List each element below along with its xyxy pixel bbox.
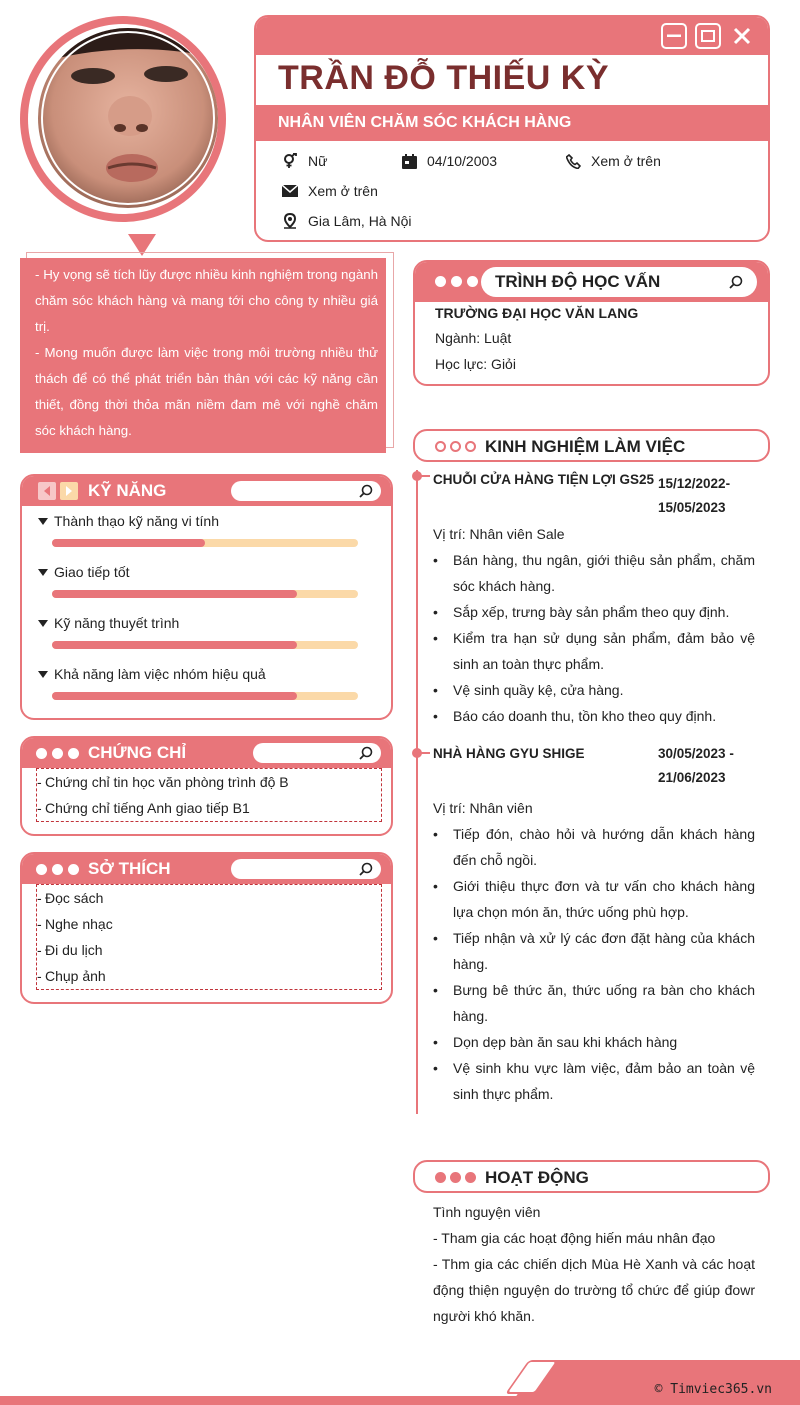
footer-brand: © Timviec365.vn [654,1382,772,1397]
email-icon [282,185,298,197]
skill-item: Giao tiếp tốt [38,564,130,580]
skill-bar [52,539,358,547]
location-icon [282,213,298,229]
job-task: • Dọn dẹp bàn ăn sau khi khách hàng [433,1029,755,1055]
phone-icon [566,154,581,169]
certificates-list [36,768,382,822]
list-item: - Chụp ảnh [37,963,381,989]
skill-item: Khả năng làm việc nhóm hiệu quả [38,666,266,682]
phone-info [566,153,661,169]
list-item: - Nghe nhạc [37,911,381,937]
skill-bar [52,641,358,649]
email-value: Xem ở trên [308,183,378,199]
hobbies-title: SỞ THÍCH [88,859,171,878]
experience-header [413,429,770,462]
gender-icon [282,153,298,169]
footer-band [0,1396,800,1405]
job-task: • Báo cáo doanh thu, tồn kho theo quy định. [433,703,755,729]
maximize-icon[interactable] [695,23,721,49]
activities-content [433,1199,755,1329]
skills-title: KỸ NĂNG [88,481,167,500]
job-task: • Tiếp đón, chào hỏi và hướng dẫn khách hàng đến chỗ ngồi. [433,821,755,873]
header-card [254,15,770,242]
job-task: • Giới thiệu thực đơn và tư vấn cho khách hàng lựa chọn món ăn, thức uống phù hợp. [433,873,755,925]
job-dates: 30/05/2023 - 21/06/2023 [658,746,734,785]
objective-line-1: - Hy vọng sẽ tích lũy được nhiều kinh nghiệm trong ngành chăm sóc khách hàng và mang tới cho công ty nhiều giá trị. [35,267,378,334]
certificates-search[interactable] [253,743,381,763]
certificates-box [20,736,393,836]
activities-title: HOẠT ĐỘNG [485,1168,589,1187]
gender-value: Nữ [308,153,328,169]
hobbies-box [20,852,393,1004]
major: Ngành: Luật [435,330,512,346]
minimize-icon[interactable] [661,23,687,49]
search-icon [359,746,373,760]
timeline-connector [416,475,430,477]
skills-box [20,474,393,720]
certificates-title: CHỨNG CHỈ [88,743,187,762]
candidate-name: TRẦN ĐỖ THIẾU KỲ [278,59,609,97]
search-icon [359,862,373,876]
job-task: • Sắp xếp, trưng bày sản phẩm theo quy định. [433,599,755,625]
nav-arrows-icon[interactable] [38,482,78,500]
job-task: • Vệ sinh quầy kệ, cửa hàng. [433,677,755,703]
skill-bar [52,692,358,700]
activity-line: - Tham gia các hoạt động hiến máu nhân đạo [433,1230,716,1246]
objective-line-2: - Mong muốn được làm việc trong môi trường nhiều thử thách để có thể phát triển bản thân với các kỹ năng cần thiết, đồng thời thỏa mãn niềm đam mê với nghề chăm sóc khách hàng. [35,345,378,438]
activities-header [413,1160,770,1193]
job-task: • Bưng bê thức ăn, thức uống ra bàn cho khách hàng. [433,977,755,1029]
skill-bar [52,590,358,598]
skill-item: Kỹ năng thuyết trình [38,615,179,631]
job-task: • Bán hàng, thu ngân, giới thiệu sản phẩm, chăm sóc khách hàng. [433,547,755,599]
job-task: • Vệ sinh khu vực làm việc, đảm bảo an toàn vệ sinh thực phẩm. [433,1055,755,1107]
activity-line: - Thm gia các chiến dịch Mùa Hè Xanh và các hoạt động thiện nguyện do trường tổ chức để giúp đowr người khó khăn. [433,1256,755,1324]
education-title: TRÌNH ĐỘ HỌC VẤN [495,272,661,291]
avatar [20,16,226,222]
career-objective [20,258,386,453]
job-task: • Kiểm tra hạn sử dụng sản phẩm, đảm bảo vệ sinh an toàn thực phẩm. [433,625,755,677]
job-details [433,521,755,729]
calendar-icon [402,154,417,169]
list-item: - Đọc sách [37,885,381,911]
skill-item: Thành thạo kỹ năng vi tính [38,513,219,529]
search-icon[interactable] [729,275,743,289]
job-position: Vị trí: Nhân viên [433,800,533,816]
address-info [282,213,411,229]
skills-search[interactable] [231,481,381,501]
grade: Học lực: Giỏi [435,356,516,372]
job-position: Vị trí: Nhân viên Sale [433,526,565,542]
job-details [433,795,755,1107]
search-icon [359,484,373,498]
birthday-info [402,153,497,169]
hobbies-list [36,884,382,990]
close-icon[interactable] [729,23,755,49]
list-item: - Chứng chỉ tin học văn phòng trình độ B [37,769,381,795]
gender-info [282,153,327,169]
school-name: TRƯỜNG ĐẠI HỌC VĂN LANG [435,305,639,321]
education-title-pill [481,267,757,297]
address-value: Gia Lâm, Hà Nội [308,213,412,229]
birthday-value: 04/10/2003 [427,153,498,169]
education-box [413,260,770,386]
job-title: NHÂN VIÊN CHĂM SÓC KHÁCH HÀNG [256,105,768,141]
activity-role: Tình nguyện viên [433,1204,541,1220]
list-item: - Chứng chỉ tiếng Anh giao tiếp B1 [37,795,381,821]
experience-title: KINH NGHIỆM LÀM VIỆC [485,437,686,456]
email-info [282,183,378,199]
profile-photo [38,28,218,208]
job-company: NHÀ HÀNG GYU SHIGE [433,746,585,761]
timeline-line [416,470,418,1114]
hobbies-search[interactable] [231,859,381,879]
list-item: - Đi du lịch [37,937,381,963]
timeline-connector [416,752,430,754]
phone-value: Xem ở trên [591,153,661,169]
job-task: • Tiếp nhận và xử lý các đơn đặt hàng của khách hàng. [433,925,755,977]
job-dates: 15/12/2022- 15/05/2023 [658,476,731,515]
job-company: CHUỖI CỬA HÀNG TIỆN LỢI GS25 [433,472,654,487]
